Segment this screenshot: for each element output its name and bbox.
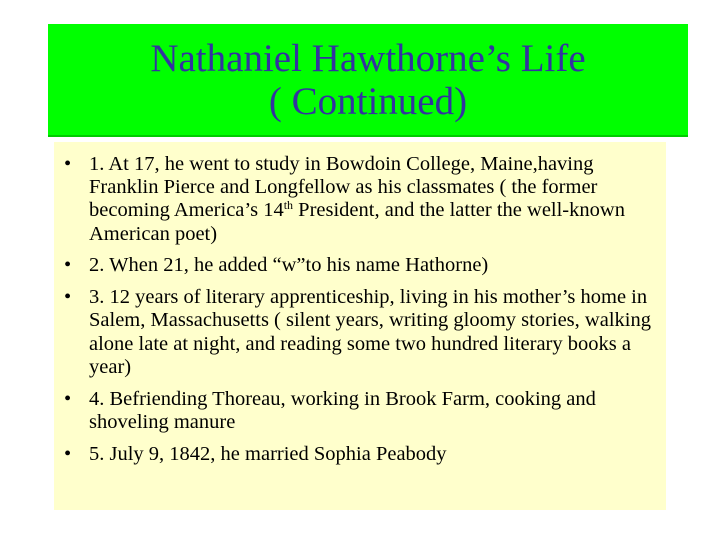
bullet-item-4 [62,388,658,434]
bullet-3-text: 3. 12 years of literary apprenticeship, living in his mother’s home in Salem, Massachusetts ( silent years, writing gloomy stories, walking alone late at night, and reading some two hundred literary books a year) [89,286,651,378]
bullet-1-text-part-2: President, and the latter the well-known American poet) [89,199,625,245]
slide-title-line-1: Nathaniel Hawthorne’s Life [150,36,586,80]
bullet-dot-icon: • [64,442,72,465]
title-banner [48,24,688,137]
bullet-item-2 [62,254,658,277]
slide-title-line-2: ( Continued) [268,79,468,123]
bullet-4-text: 4. Befriending Thoreau, working in Brook Farm, cooking and shoveling manure [89,387,596,433]
content-box [54,142,666,510]
bullet-1-text-part-1: 1. At 17, he went to study in Bowdoin College, Maine,having Franklin Pierce and Longfellow as his classmates ( the former becoming America’s 14 [89,153,598,222]
bullet-dot-icon: • [64,254,72,277]
bullet-item-5 [62,443,658,466]
bullet-item-3 [62,286,658,379]
bullet-dot-icon: • [64,286,72,309]
bullet-list [62,153,658,466]
bullet-5-text: 5. July 9, 1842, he married Sophia Peabody [89,442,447,465]
bullet-dot-icon: • [64,387,72,410]
bullet-2-text: 2. When 21, he added “w”to his name Hathorne) [89,254,489,277]
bullet-item-1 [62,153,658,246]
bullet-1-superscript: th [283,198,294,213]
bullet-dot-icon: • [64,153,72,175]
